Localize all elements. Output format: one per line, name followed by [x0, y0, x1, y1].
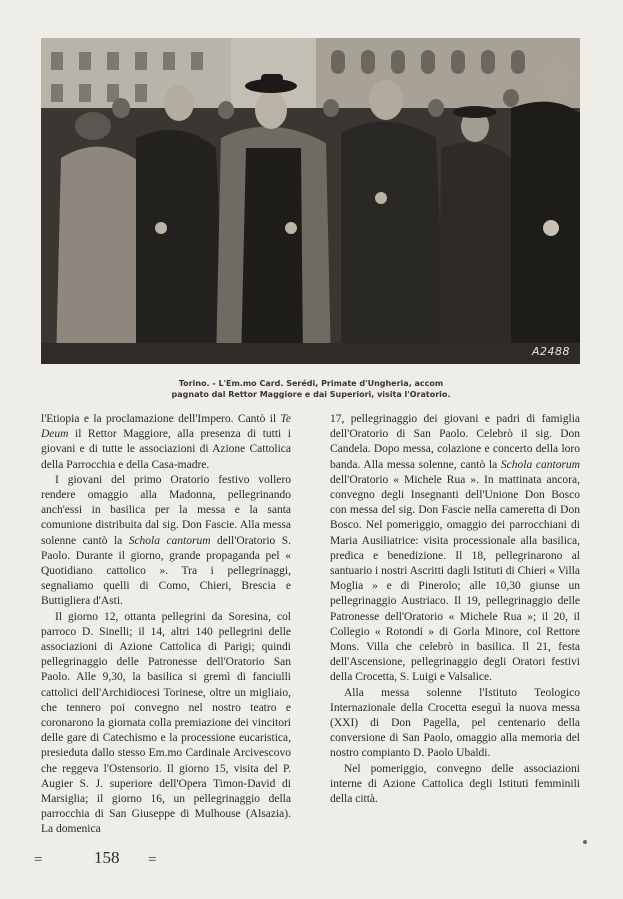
caption-line: Torino. - L'Em.mo Card. Serédi, Primate d'Ungheria, accom	[178, 379, 444, 388]
paragraph: Nel pomeriggio, convegno delle associazioni interne di Azione Cattolica degli Istituti femminili della città.	[330, 762, 580, 806]
paragraph: Il giorno 12, ottanta pellegrini da Soresina, col parroco D. Sinelli; il 14, altri 140 pellegrini delle associazioni di Azione Cattolica di Parigi; quindi pellegrinaggio delle Patronesse dell'Oratorio San Paolo. Alle 9,30, la basilica si gremì di fanciulli cattolici dell'Archidiocesi Torinese, oltre un migliaio, che tennero poi convegno nel nostro teatro e coronarono la giornata colla premiazione dei vincitori delle gare di Catechismo e la processione eucaristica, presieduta dallo stesso Em.mo Cardinale Arcivescovo che reggeva l'Ostensorio. Il giorno 15, visita del P. Augier S. J. superiore dell'Opera Timon-David di Marsiglia; il giorno 16, un pellegrinaggio della parrocchia di San Giuseppe di Mulhouse (Alsazia). La domenica	[41, 610, 291, 836]
caption-line: pagnato dal Rettor Maggiore e dai Superiori, visita l'Oratorio.	[171, 390, 451, 399]
footer-ornament: =	[148, 852, 157, 868]
paragraph: 17, pellegrinaggio dei giovani e padri di famiglia dell'Oratorio di San Paolo. Celebrò il sig. Don Candela. Dopo messa, colazione e concerto della loro banda. Alla messa solenne, cantò la Schola cantorum dell'Oratorio « Michele Rua ». In mattinata ancora, convegno degli Insegnanti dell'Unione Don Bosco con messa del sig. Don Fascie nella cameretta di Don Bosco. Nel pomeriggio, omaggio dei parrocchiani di Maria Ausiliatrice: visita processionale alla basilica, predica e benedizione. Il 18, pellegrinarono al santuario i nostri Ascritti dagli Istituti di Chieri « Villa Moglia » e di Pinerolo; alle 10,30 giunse un pellegrinaggio Austriaco. Il 19, pellegrinaggio delle Patronesse dell'Oratorio « Michele Rua »; il 20, il Collegio « Rotondi » di Gorla Minore, col Rettore Mons. Villa che celebrò in basilica. Il 21, festa dell'Ascensione, pellegrinaggio degli Oratori festivi della Crocetta, S. Luigi e Valsalice.	[330, 413, 580, 684]
footer-ornament: =	[34, 852, 43, 868]
photo-archive-number: A2488	[531, 345, 570, 358]
paragraph: Alla messa solenne l'Istituto Teologico Internazionale della Crocetta eseguì la nuova messa (XXI) di Don Pagella, pel centenario della conversione di San Paolo, omaggio alla memoria del nostro compianto D. Paolo Ubaldi.	[330, 686, 580, 760]
photo-caption	[130, 378, 492, 400]
paragraph: l'Etiopia e la proclamazione dell'Impero. Cantò il Te Deum il Rettor Maggiore, alla presenza di tutti i giovani e di tutte le associazioni di Azione Cattolica della Parrocchia e della Casa-madre.	[41, 413, 291, 471]
text-column-right	[330, 412, 580, 807]
photo-scene	[41, 38, 580, 364]
paragraph: I giovani del primo Oratorio festivo vollero rendere omaggio alla Madonna, pellegrinando anch'essi in basilica per la messa e la santa comunione distribuita dal sig. Don Fascie. Alla messa solenne cantò la Schola cantorum dell'Oratorio S. Paolo. Durante il giorno, grande propaganda pel « Quotidiano cattolico ». Tra i pellegrinaggi, segnaliamo quelli di Como, Chieri, Brescia e Buttigliera d'Asti.	[41, 473, 291, 608]
page-footer	[34, 848, 214, 870]
text-column-left	[41, 412, 291, 838]
print-speck	[583, 840, 587, 844]
page-number: 158	[94, 848, 120, 867]
photograph	[41, 38, 580, 364]
